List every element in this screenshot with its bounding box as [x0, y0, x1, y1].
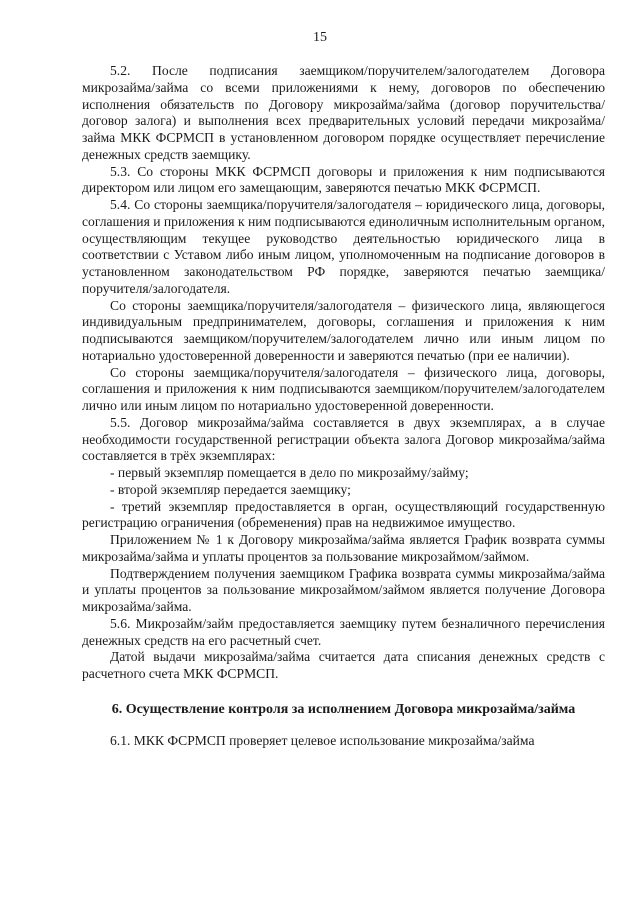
paragraph-5-2: 5.2. После подписания заемщиком/поручителем/залогодателем Договора микрозайма/займа со всеми приложениями к нему, договоров по обеспечению исполнения обязательств по Договору микрозайма/займа (договор поручительства/договор залога) и выполнения всех предварительных условий передачи микрозайма/займа МКК ФСРМСП в установленном договором порядке осуществляет перечисление денежных средств заемщику. — [82, 63, 605, 162]
paragraph-5-5: 5.5. Договор микрозайма/займа составляется в двух экземплярах, а в случае необходимости государственной регистрации объекта залога Договор микрозайма/займа составляется в трёх экземплярах: — [82, 414, 605, 464]
section-heading-6: 6. Осуществление контроля за исполнением Договора микрозайма/займа — [111, 701, 576, 717]
paragraph-issue-date: Датой выдачи микрозайма/займа считается дата списания денежных средств с расчетного счета МКК ФСРМСП. — [82, 649, 605, 681]
paragraph-5-4: 5.4. Со стороны заемщика/поручителя/залогодателя – юридического лица, договоры, соглашения и приложения к ним подписываются единоличным исполнительным органом, осуществляющим текущее руководство деятельностью юридического лица в соответствии с Уставом либо иным лицом, уполномоченным на подписание договоров в установленном законодательством РФ порядке, заверяются печатью заемщика/поручителя/залогодателя. — [82, 197, 606, 296]
list-item-first-copy: - первый экземпляр помещается в дело по микрозайму/займу; — [110, 465, 469, 480]
document-body — [82, 63, 605, 750]
paragraph-individual-entrepreneur: Со стороны заемщика/поручителя/залогодателя – физического лица, являющегося индивидуальным предпринимателем, договоры, соглашения и приложения к ним подписываются заемщиком/поручителем/залогодателем лично или иным лицом по нотариально удостоверенной доверенности и заверяются печатью (при ее наличии). — [82, 297, 605, 363]
paragraph-individual: Со стороны заемщика/поручителя/залогодателя – физического лица, договоры, соглашения и приложения к ним подписываются заемщиком/поручителем/залогодателем лично или иным лицом по нотариально удостоверенной доверенности. — [82, 364, 605, 413]
list-item-third-copy: - третий экземпляр предоставляется в орган, осуществляющий государственную регистрацию ограничения (обременения) прав на недвижимое имущество. — [82, 498, 605, 531]
paragraph-6-1: 6.1. МКК ФСРМСП проверяет целевое использование микрозайма/займа — [110, 732, 535, 748]
list-item-second-copy: - второй экземпляр передается заемщику; — [110, 481, 351, 497]
paragraph-schedule-confirmation: Подтверждением получения заемщиком Графика возврата суммы микрозайма/займа и уплаты процентов за пользование микрозаймом/займом является получение Договора микрозайма/займа. — [82, 565, 605, 614]
paragraph-5-3: 5.3. Со стороны МКК ФСРМСП договоры и приложения к ним подписываются директором или лицом его замещающим, заверяются печатью МКК ФСРМСП. — [82, 163, 605, 196]
paragraph-appendix-1: Приложением № 1 к Договору микрозайма/займа является График возврата суммы микрозайма/займа и уплаты процентов за пользование микрозаймом/займом. — [82, 532, 605, 564]
page-number: 15 — [313, 30, 327, 45]
paragraph-5-6: 5.6. Микрозайм/займ предоставляется заемщику путем безналичного перечисления денежных средств на его расчетный счет. — [82, 615, 605, 648]
